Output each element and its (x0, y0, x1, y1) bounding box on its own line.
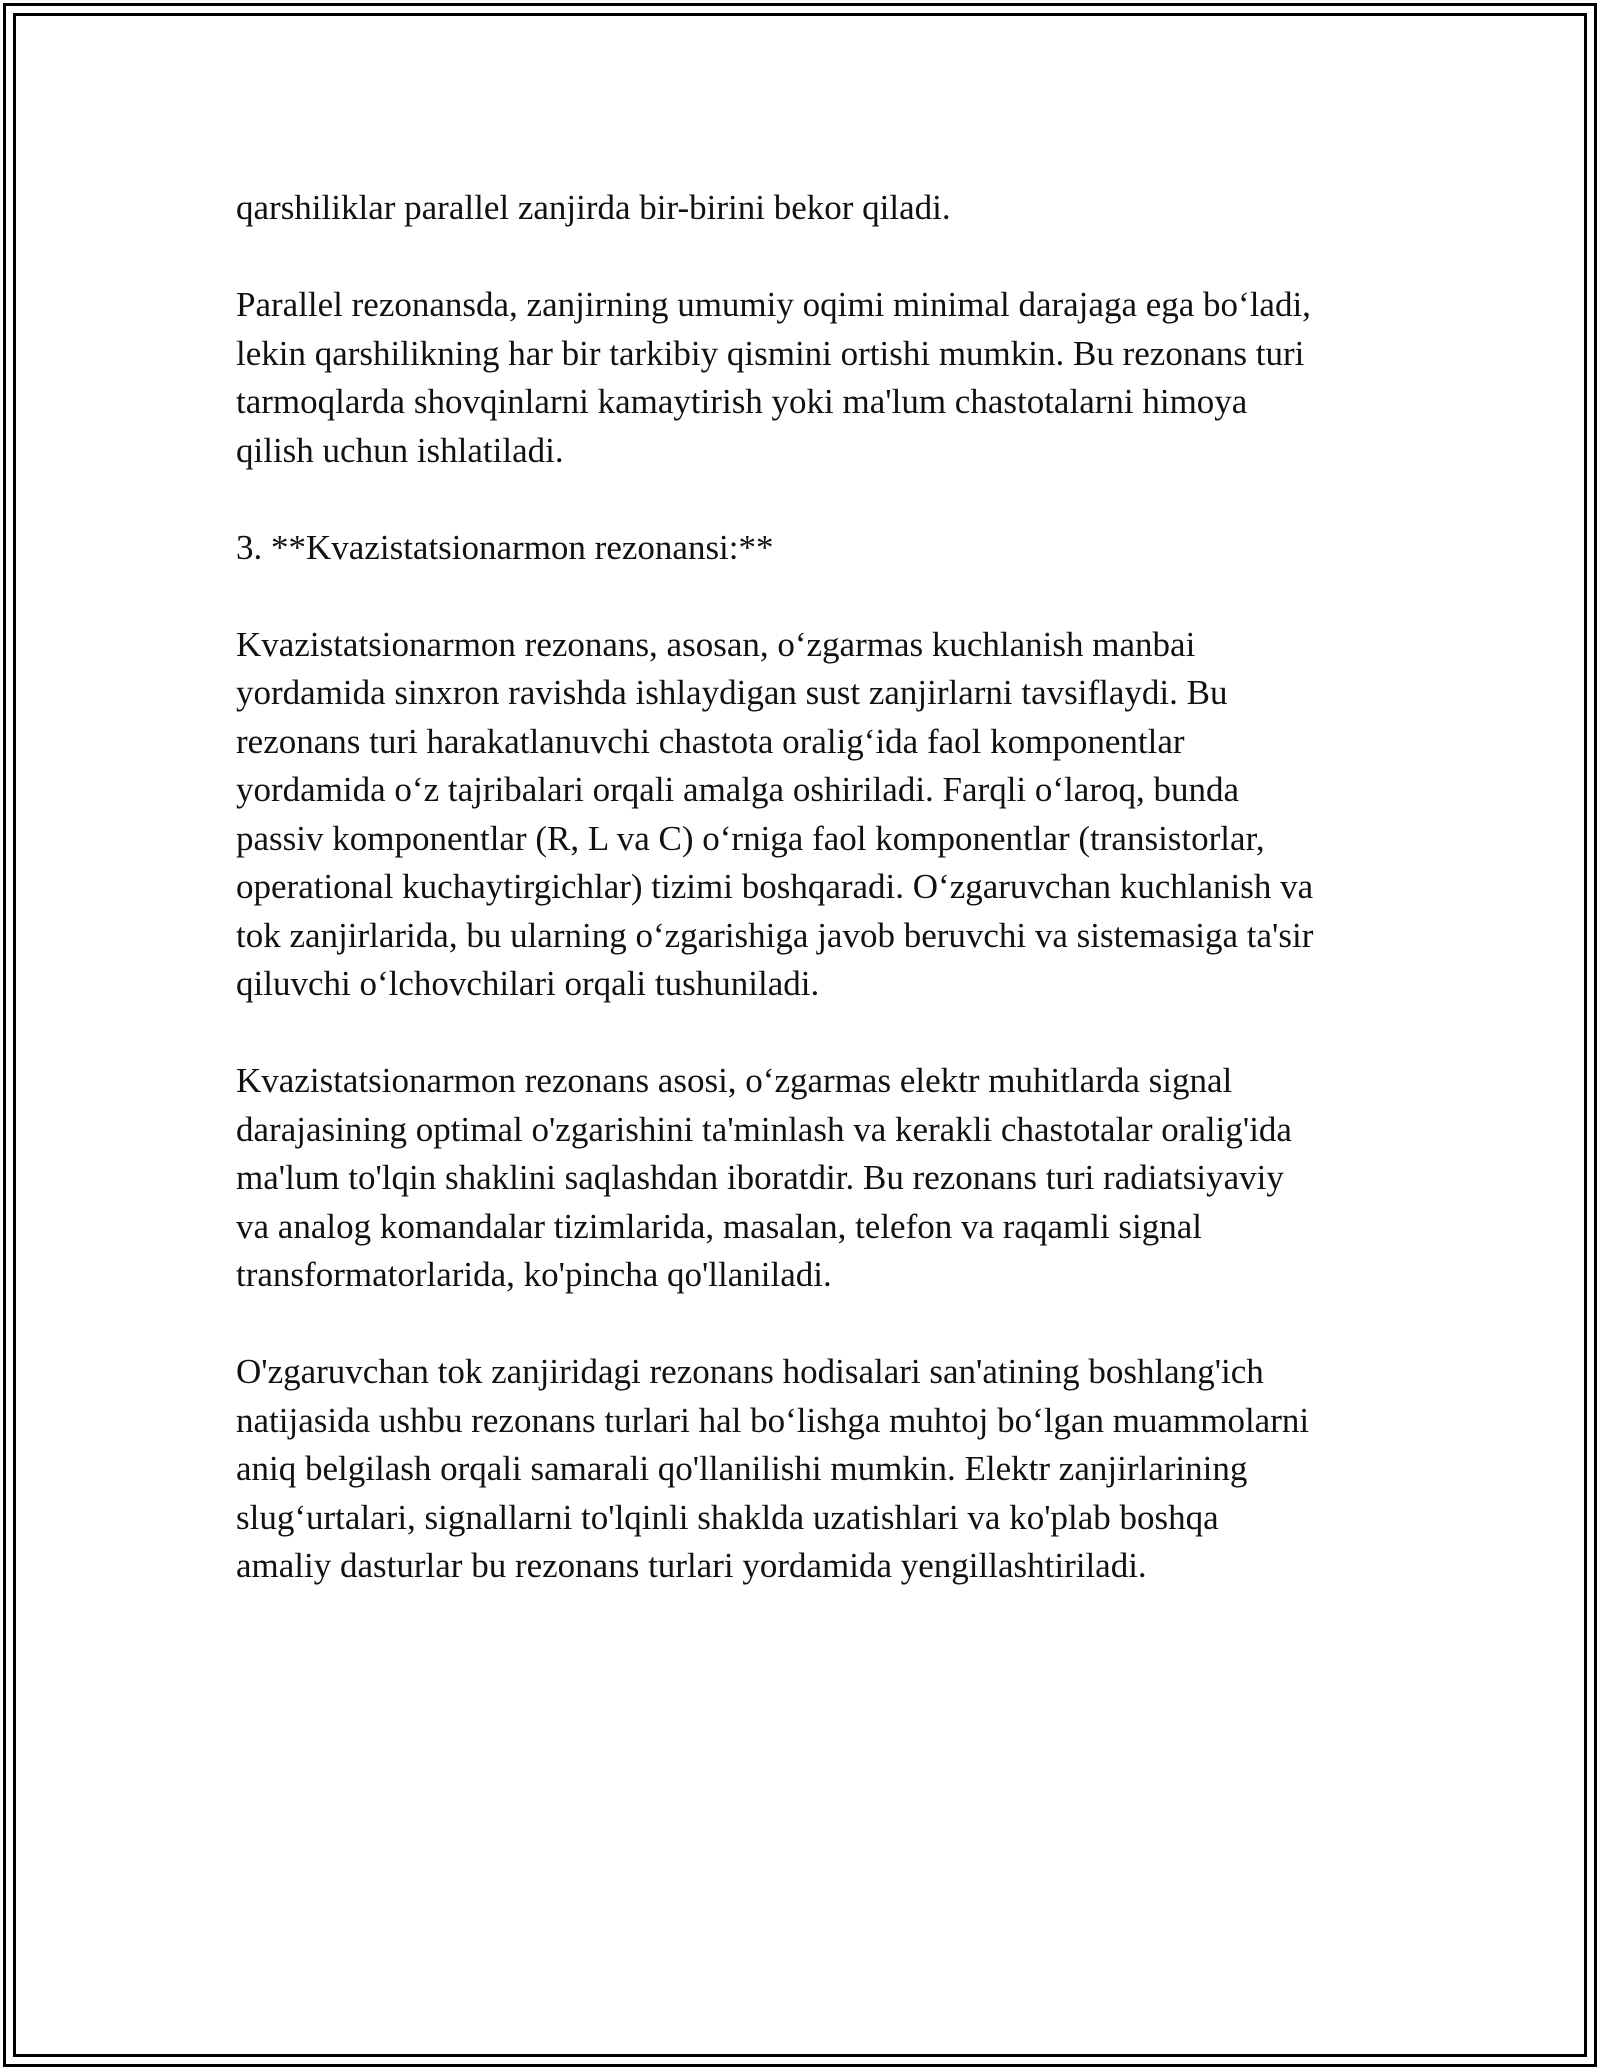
text-line: tok zanjirlarida, bu ularning o‘zgarishiga javob beruvchi va sistemasiga ta'sir (236, 915, 1314, 955)
text-line: amaliy dasturlar bu rezonans turlari yordamida yengillashtiriladi. (236, 1546, 1147, 1585)
text-line: darajasining optimal o'zgarishini ta'minlash va kerakli chastotalar oralig'ida (236, 1109, 1292, 1149)
text-line: slug‘urtalari, signallarni to'lqinli shaklda uzatishlari va ko'plab boshqa (236, 1497, 1219, 1537)
text-line: O'zgaruvchan tok zanjiridagi rezonans hodisalari san'atining boshlang'ich (236, 1352, 1264, 1391)
document-body (236, 184, 1376, 1639)
text-line: qarshiliklar parallel zanjirda bir-birini bekor qiladi. (236, 188, 951, 227)
text-line: yordamida o‘z tajribalari orqali amalga oshiriladi. Farqli o‘laroq, bunda (236, 770, 1240, 809)
text-line: 3. **Kvazistatsionarmon rezonansi:** (236, 527, 774, 567)
text-line: va analog komandalar tizimlarida, masalan, telefon va raqamli signal (236, 1206, 1203, 1246)
text-line: lekin qarshilikning har bir tarkibiy qismini ortishi mumkin. Bu rezonans turi (236, 333, 1305, 373)
text-line: qiluvchi o‘lchovchilari orqali tushuniladi. (236, 964, 820, 1003)
text-line: transformatorlarida, ko'pincha qo'llaniladi. (236, 1255, 832, 1294)
paragraph-3 (236, 621, 1376, 1009)
text-line: rezonans turi harakatlanuvchi chastota oralig‘ida faol komponentlar (236, 721, 1185, 761)
text-line: natijasida ushbu rezonans turlari hal bo‘lishga muhtoj bo‘lgan muammolarni (236, 1400, 1310, 1440)
paragraph-1 (236, 184, 1376, 233)
text-line: ma'lum to'lqin shaklini saqlashdan iboratdir. Bu rezonans turi radiatsiyaviy (236, 1158, 1284, 1197)
text-line: operational kuchaytirgichlar) tizimi boshqaradi. O‘zgaruvchan kuchlanish va (236, 867, 1314, 906)
text-line: Parallel rezonansda, zanjirning umumiy oqimi minimal darajaga ega bo‘ladi, (236, 285, 1311, 324)
text-line: aniq belgilash orqali samarali qo'llanilishi mumkin. Elektr zanjirlarining (236, 1449, 1248, 1488)
text-line: Kvazistatsionarmon rezonans asosi, o‘zgarmas elektr muhitlarda signal (236, 1061, 1233, 1100)
text-line: yordamida sinxron ravishda ishlaydigan sust zanjirlarni tavsiflaydi. Bu (236, 673, 1228, 712)
text-line: Kvazistatsionarmon rezonans, asosan, o‘zgarmas kuchlanish manbai (236, 624, 1196, 664)
section-heading (236, 524, 1376, 573)
text-line: tarmoqlarda shovqinlarni kamaytirish yoki ma'lum chastotalarni himoya (236, 382, 1248, 421)
text-line: passiv komponentlar (R, L va C) o‘rniga faol komponentlar (transistorlar, (236, 818, 1265, 858)
paragraph-2 (236, 281, 1376, 475)
paragraph-5 (236, 1348, 1376, 1591)
paragraph-4 (236, 1057, 1376, 1300)
text-line: qilish uchun ishlatiladi. (236, 430, 564, 470)
